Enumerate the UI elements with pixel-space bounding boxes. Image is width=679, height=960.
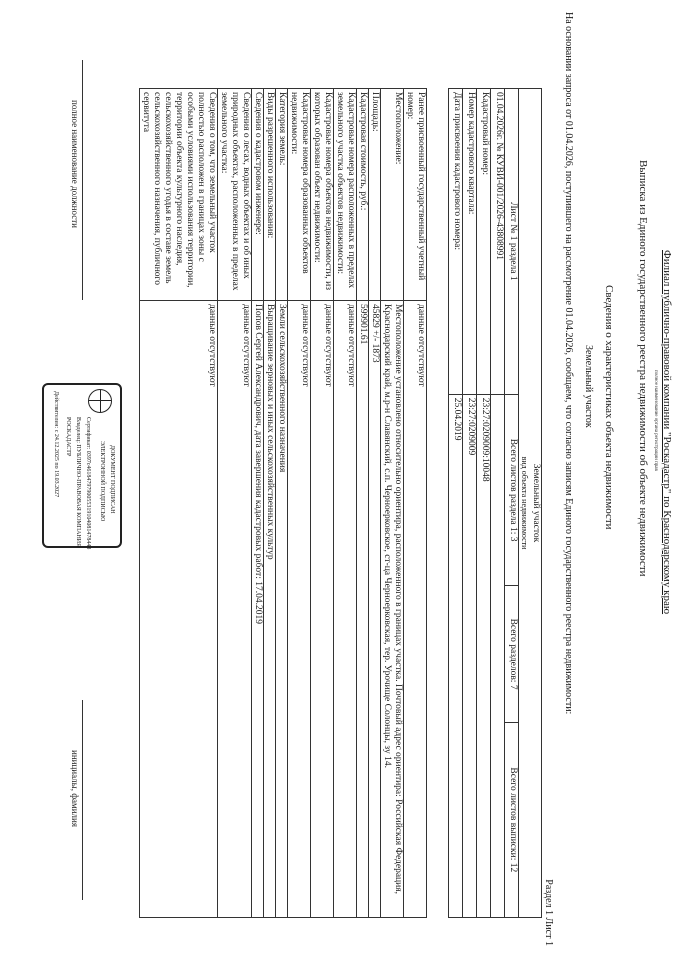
table-row bbox=[369, 89, 381, 918]
sheets-total: Всего листов выписки: 12 bbox=[505, 722, 519, 917]
section-label: Раздел 1 Лист 1 bbox=[543, 879, 554, 946]
sheet-number: Лист № 1 раздела 1 bbox=[505, 89, 519, 395]
initials-line bbox=[82, 700, 84, 900]
stamp-line: ДОКУМЕНТ ПОДПИСАН bbox=[109, 445, 115, 514]
row-label: Кадастровые номера расположенных в пределах земельного участка объектов недвижимости: bbox=[334, 89, 357, 301]
row-value: данные отсутствуют bbox=[140, 301, 218, 918]
object-type-caption: вид объекта недвижимости bbox=[520, 456, 529, 550]
cadastral-quarter: 23:27:0209009 bbox=[463, 394, 477, 917]
row-value: данные отсутствуют bbox=[334, 301, 357, 918]
object-type-heading: Земельный участок bbox=[583, 345, 594, 428]
row-value: Попов Сергей Александрович, дата завершения кадастровых работ: 17.04.2019 bbox=[252, 301, 264, 918]
document-title: Выписка из Единого государственного реестра недвижимости об объекте недвижимости bbox=[637, 160, 649, 577]
table-row bbox=[140, 89, 218, 918]
signature-block bbox=[54, 60, 94, 920]
date-number: 01.04.2026г. № КУВИ-001/2026-43808991 bbox=[491, 89, 505, 395]
stamp-line: ЭЛЕКТРОННОЙ ПОДПИСЬЮ bbox=[99, 441, 105, 522]
position-line bbox=[82, 60, 84, 300]
row-label: Местоположение: bbox=[381, 89, 404, 301]
row-label: Номер кадастрового квартала: bbox=[463, 89, 477, 395]
row-value: 45829 +/- 1873 bbox=[369, 301, 381, 918]
row-label: Площадь: bbox=[369, 89, 381, 301]
row-label: Категория земель: bbox=[276, 89, 288, 301]
row-label: Сведения о том, что земельный участок полностью расположен в границах зоны с особыми условиями использования территории, территории объекта культурного наследия, сельскохозяйственного угодья в составе земель сельскохозяйственного назначения, публичного сервитута bbox=[140, 89, 218, 301]
row-label: Сведения о лесах, водных объектах и об иных природных объектах, расположенных в пределах земельного участка: bbox=[218, 89, 252, 301]
row-value: Земли сельскохозяйственного назначения bbox=[276, 301, 288, 918]
table-row bbox=[252, 89, 264, 918]
initials-caption: инициалы, фамилия bbox=[70, 750, 80, 827]
org-caption: полное наименование органа регистрации прав bbox=[653, 370, 658, 471]
header-table bbox=[448, 88, 542, 918]
assignment-date: 25.04.2019 bbox=[449, 394, 463, 917]
object-type-cell bbox=[519, 89, 542, 918]
sections-total: Всего разделов: 7 bbox=[505, 586, 519, 722]
table-row bbox=[264, 89, 276, 918]
object-type: Земельный участок bbox=[531, 463, 541, 543]
org-name: Филиал публично-правовой компании "Роскадастр" по Краснодарскому краю bbox=[661, 250, 673, 615]
position-caption: полное наименование должности bbox=[70, 100, 80, 228]
stamp-line: РОСКАДАСТР bbox=[65, 417, 71, 457]
table-row bbox=[218, 89, 252, 918]
row-value: данные отсутствуют bbox=[218, 301, 252, 918]
table-row bbox=[404, 89, 427, 918]
row-value: Местоположение установлено относительно ориентира, расположенного в границах участка. Почтовый адрес ориентира: Российская Федерация, Краснодарский край, м.р-н Славянский, с.п. Черноерковское, ст-ца Черноерковская, тер. Урочище Солонцы, зу 14. bbox=[381, 301, 404, 918]
stamp-line: Действителен: с 24.12.2025 по 19.03.2027 bbox=[53, 391, 59, 498]
table-row bbox=[276, 89, 288, 918]
cadastral-number: 23:27:0209009:10048 bbox=[477, 394, 491, 917]
row-label: Кадастровый номер: bbox=[477, 89, 491, 395]
row-value: Выращивание зерновых и иных сельскохозяйственных культур bbox=[264, 301, 276, 918]
row-label: Сведения о кадастровом инженере: bbox=[252, 89, 264, 301]
stamp-line: Сертификат: 0397c4618479790055319104081478443 bbox=[85, 417, 91, 550]
row-label: Дата присвоения кадастрового номера: bbox=[449, 89, 463, 395]
basis-text: На основании запроса от 01.04.2026, поступившего на рассмотрение 01.04.2026, сообщаем, что согласно записям Единого государственного реестра недвижимости: bbox=[563, 12, 574, 715]
row-label: Кадастровые номера объектов недвижимости, из которых образован объект недвижимости: bbox=[311, 89, 334, 301]
characteristics-table bbox=[139, 88, 427, 918]
row-value: данные отсутствуют bbox=[404, 301, 427, 918]
row-value: 599901.61 bbox=[357, 301, 369, 918]
document-subtitle: Сведения о характеристиках объекта недвижимости bbox=[603, 285, 615, 530]
table-row bbox=[288, 89, 311, 918]
table-row bbox=[381, 89, 404, 918]
table-row bbox=[311, 89, 334, 918]
row-label: Ранее присвоенный государственный учетный номер: bbox=[404, 89, 427, 301]
row-label: Кадастровая стоимость, руб.: bbox=[357, 89, 369, 301]
sheets-in-section: Всего листов раздела 1: 3 bbox=[505, 394, 519, 586]
stamp-line: Владелец: ПУБЛИЧНО-ПРАВОВАЯ КОМПАНИЯ bbox=[75, 417, 81, 548]
row-value: данные отсутствуют bbox=[288, 301, 311, 918]
table-row bbox=[357, 89, 369, 918]
table-row bbox=[334, 89, 357, 918]
row-label: Виды разрешенного использования: bbox=[264, 89, 276, 301]
row-label: Кадастровые номера образованных объектов недвижимости: bbox=[288, 89, 311, 301]
row-value: данные отсутствуют bbox=[311, 301, 334, 918]
